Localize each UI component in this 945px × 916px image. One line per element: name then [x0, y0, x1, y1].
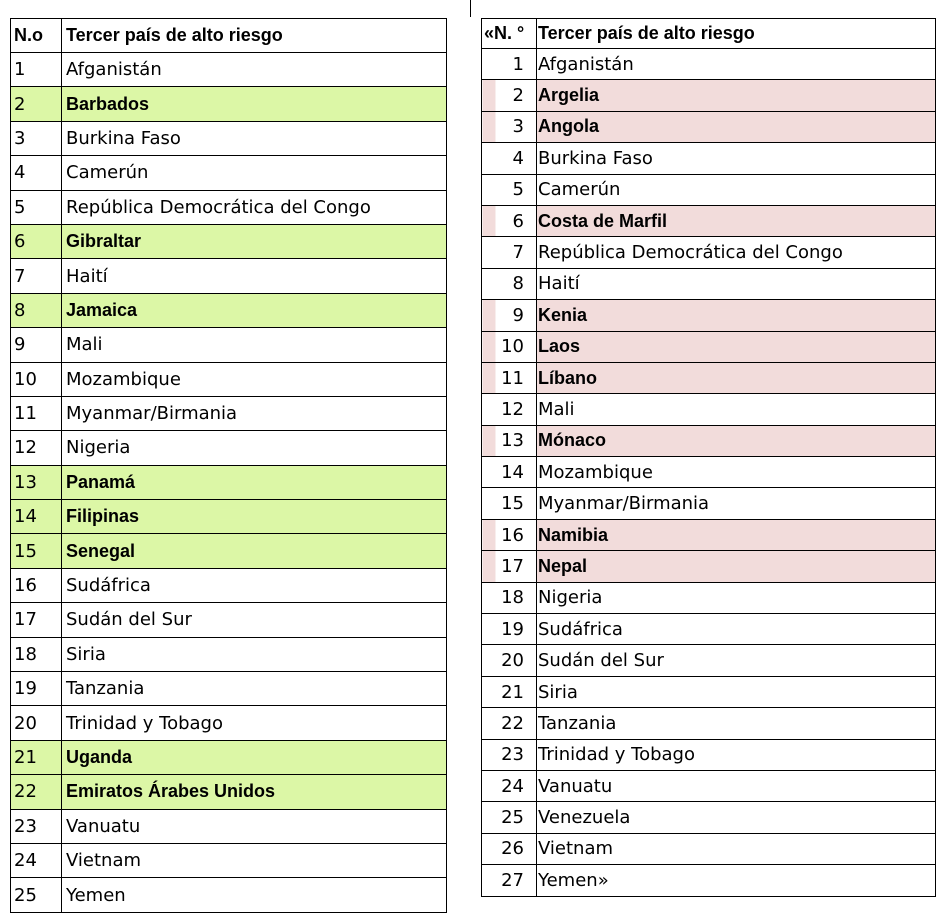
row-number: 13 — [482, 425, 537, 456]
table-row — [482, 708, 936, 739]
country-name: Nigeria — [537, 582, 936, 613]
country-name: Panamá — [62, 465, 447, 499]
table-row — [11, 878, 447, 912]
row-number: 22 — [482, 708, 537, 739]
table-row — [11, 672, 447, 706]
row-number: 10 — [11, 362, 62, 396]
row-number: 21 — [482, 676, 537, 707]
header-country: Tercer país de alto riesgo — [62, 19, 447, 53]
table-body — [482, 19, 936, 897]
row-number: 15 — [11, 534, 62, 568]
row-number: 1 — [11, 53, 62, 87]
table-row — [11, 809, 447, 843]
table-row — [11, 328, 447, 362]
row-number: 14 — [11, 500, 62, 534]
table-row — [482, 519, 936, 550]
country-name: Mozambique — [537, 457, 936, 488]
row-number: 25 — [11, 878, 62, 912]
row-number: 18 — [11, 637, 62, 671]
country-name: Mónaco — [537, 425, 936, 456]
row-number: 18 — [482, 582, 537, 613]
row-number: 2 — [11, 87, 62, 121]
country-name: Costa de Marfil — [537, 205, 936, 236]
row-number: 23 — [482, 739, 537, 770]
country-name: Emiratos Árabes Unidos — [62, 775, 447, 809]
country-name: Trinidad y Tobago — [62, 706, 447, 740]
country-name: Líbano — [537, 362, 936, 393]
row-number: 25 — [482, 802, 537, 833]
table-row — [11, 190, 447, 224]
table-row — [482, 237, 936, 268]
row-number: 12 — [482, 394, 537, 425]
table-row — [11, 224, 447, 258]
header-number: «N. ° — [482, 19, 537, 49]
table-row — [11, 775, 447, 809]
row-number: 16 — [482, 519, 537, 550]
row-number: 9 — [11, 328, 62, 362]
table-row — [482, 457, 936, 488]
table-row — [11, 156, 447, 190]
country-name: Mali — [537, 394, 936, 425]
country-name: Sudáfrica — [537, 614, 936, 645]
row-number: 7 — [482, 237, 537, 268]
table-row — [482, 362, 936, 393]
table-row — [482, 739, 936, 770]
table-row — [482, 833, 936, 864]
row-number: 2 — [482, 80, 537, 111]
country-name: Namibia — [537, 519, 936, 550]
country-name: Burkina Faso — [62, 121, 447, 155]
row-number: 24 — [11, 843, 62, 877]
table-row — [11, 603, 447, 637]
row-number: 6 — [11, 224, 62, 258]
table-header-row — [482, 19, 936, 49]
table-row — [482, 582, 936, 613]
high-risk-countries-table-amended — [481, 18, 936, 897]
table-row — [482, 331, 936, 362]
high-risk-countries-table-original — [10, 18, 447, 913]
row-number: 17 — [482, 551, 537, 582]
table-body — [11, 19, 447, 913]
table-row — [11, 568, 447, 602]
country-name: Kenia — [537, 300, 936, 331]
row-number: 6 — [482, 205, 537, 236]
country-name: Sudán del Sur — [537, 645, 936, 676]
table-row — [11, 396, 447, 430]
country-name: Siria — [62, 637, 447, 671]
country-name: Gibraltar — [62, 224, 447, 258]
country-name: Afganistán — [62, 53, 447, 87]
country-name: Vietnam — [62, 843, 447, 877]
country-name: Camerún — [62, 156, 447, 190]
row-number: 4 — [11, 156, 62, 190]
table-row — [11, 740, 447, 774]
row-number: 22 — [11, 775, 62, 809]
country-name: República Democrática del Congo — [62, 190, 447, 224]
country-name: Argelia — [537, 80, 936, 111]
table-row — [482, 770, 936, 801]
country-name: Venezuela — [537, 802, 936, 833]
table-row — [11, 53, 447, 87]
country-name: Vietnam — [537, 833, 936, 864]
row-number: 20 — [482, 645, 537, 676]
country-name: Laos — [537, 331, 936, 362]
country-name: Myanmar/Birmania — [62, 396, 447, 430]
row-number: 27 — [482, 865, 537, 896]
country-name: Angola — [537, 111, 936, 142]
row-number: 19 — [482, 614, 537, 645]
row-number: 26 — [482, 833, 537, 864]
row-number: 21 — [11, 740, 62, 774]
table-row — [482, 174, 936, 205]
row-number: 23 — [11, 809, 62, 843]
row-number: 9 — [482, 300, 537, 331]
row-number: 8 — [482, 268, 537, 299]
country-name: Haití — [62, 259, 447, 293]
table-row — [11, 293, 447, 327]
table-row — [11, 87, 447, 121]
table-row — [11, 706, 447, 740]
table-row — [482, 865, 936, 896]
country-name: Mali — [62, 328, 447, 362]
table-row — [11, 637, 447, 671]
table-row — [482, 49, 936, 80]
table-row — [482, 614, 936, 645]
country-name: Burkina Faso — [537, 143, 936, 174]
country-name: Afganistán — [537, 49, 936, 80]
country-name: Senegal — [62, 534, 447, 568]
country-name: Uganda — [62, 740, 447, 774]
country-name: Filipinas — [62, 500, 447, 534]
country-name: Sudáfrica — [62, 568, 447, 602]
table-row — [11, 534, 447, 568]
country-name: Yemen — [62, 878, 447, 912]
table-row — [11, 121, 447, 155]
row-number: 13 — [11, 465, 62, 499]
table-row — [482, 551, 936, 582]
text-cursor — [470, 0, 471, 17]
table-row — [482, 111, 936, 142]
table-row — [482, 80, 936, 111]
row-number: 3 — [11, 121, 62, 155]
table-row — [11, 843, 447, 877]
country-name: Myanmar/Birmania — [537, 488, 936, 519]
row-number: 19 — [11, 672, 62, 706]
country-name: Vanuatu — [62, 809, 447, 843]
table-row — [482, 300, 936, 331]
table-row — [11, 362, 447, 396]
table-row — [482, 425, 936, 456]
table-row — [482, 205, 936, 236]
row-number: 11 — [11, 396, 62, 430]
table-row — [11, 431, 447, 465]
row-number: 1 — [482, 49, 537, 80]
country-name: Haití — [537, 268, 936, 299]
row-number: 14 — [482, 457, 537, 488]
row-number: 24 — [482, 770, 537, 801]
country-name: República Democrática del Congo — [537, 237, 936, 268]
country-name: Jamaica — [62, 293, 447, 327]
country-name: Nepal — [537, 551, 936, 582]
row-number: 15 — [482, 488, 537, 519]
table-row — [482, 268, 936, 299]
table-row — [482, 645, 936, 676]
row-number: 4 — [482, 143, 537, 174]
row-number: 7 — [11, 259, 62, 293]
table-row — [482, 488, 936, 519]
row-number: 5 — [482, 174, 537, 205]
country-name: Tanzania — [62, 672, 447, 706]
country-name: Barbados — [62, 87, 447, 121]
row-number: 12 — [11, 431, 62, 465]
table-row — [11, 259, 447, 293]
row-number: 11 — [482, 362, 537, 393]
table-row — [482, 676, 936, 707]
country-name: Sudán del Sur — [62, 603, 447, 637]
table-header-row — [11, 19, 447, 53]
country-name: Yemen» — [537, 865, 936, 896]
row-number: 3 — [482, 111, 537, 142]
table-row — [482, 394, 936, 425]
row-number: 16 — [11, 568, 62, 602]
country-name: Mozambique — [62, 362, 447, 396]
country-name: Camerún — [537, 174, 936, 205]
country-name: Vanuatu — [537, 770, 936, 801]
table-row — [11, 465, 447, 499]
row-number: 8 — [11, 293, 62, 327]
country-name: Trinidad y Tobago — [537, 739, 936, 770]
table-row — [482, 802, 936, 833]
row-number: 20 — [11, 706, 62, 740]
row-number: 5 — [11, 190, 62, 224]
header-country: Tercer país de alto riesgo — [537, 19, 936, 49]
row-number: 17 — [11, 603, 62, 637]
row-number: 10 — [482, 331, 537, 362]
country-name: Nigeria — [62, 431, 447, 465]
table-row — [482, 143, 936, 174]
header-number: N.o — [11, 19, 62, 53]
country-name: Tanzania — [537, 708, 936, 739]
table-row — [11, 500, 447, 534]
country-name: Siria — [537, 676, 936, 707]
